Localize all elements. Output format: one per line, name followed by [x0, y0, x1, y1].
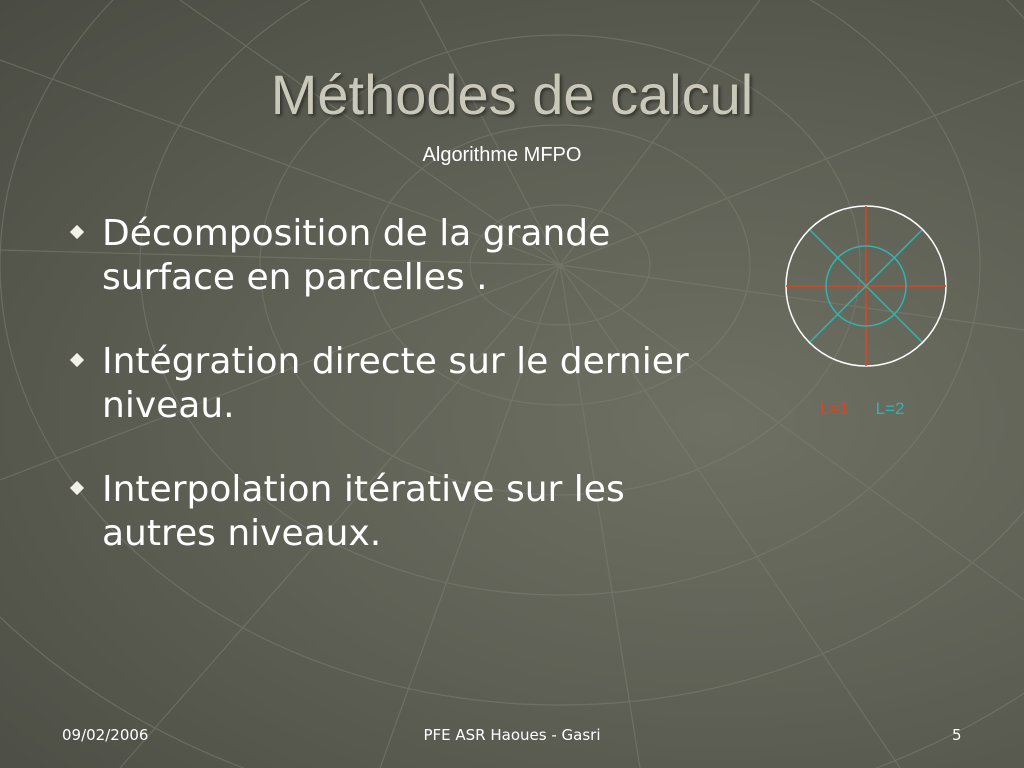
slide-title: Méthodes de calcul [270, 63, 754, 126]
legend-level1: L=1 [820, 399, 849, 418]
diamond-bullet-icon [70, 353, 84, 367]
bullet-text: Intégration directe sur le dernier niveau. [102, 341, 689, 426]
bullet-item [60, 340, 700, 428]
bullet-text: Décomposition de la grande surface en parcelles . [102, 213, 611, 298]
diamond-bullet-icon [70, 481, 84, 495]
bullet-item [60, 212, 700, 300]
footer-date: 09/02/2006 [62, 726, 149, 744]
slide-subtitle: Algorithme MFPO [422, 144, 582, 166]
bullet-text: Interpolation itérative sur les autres niveaux. [102, 469, 625, 554]
footer-page-number: 5 [952, 726, 962, 744]
bullet-list [60, 212, 700, 596]
diamond-bullet-icon [70, 225, 84, 239]
legend-level2: L=2 [875, 399, 905, 418]
diagram-legend [820, 399, 926, 419]
subdivision-circle-diagram [780, 200, 952, 372]
footer-center: PFE ASR Haoues - Gasri [423, 726, 601, 744]
bullet-item [60, 468, 700, 556]
